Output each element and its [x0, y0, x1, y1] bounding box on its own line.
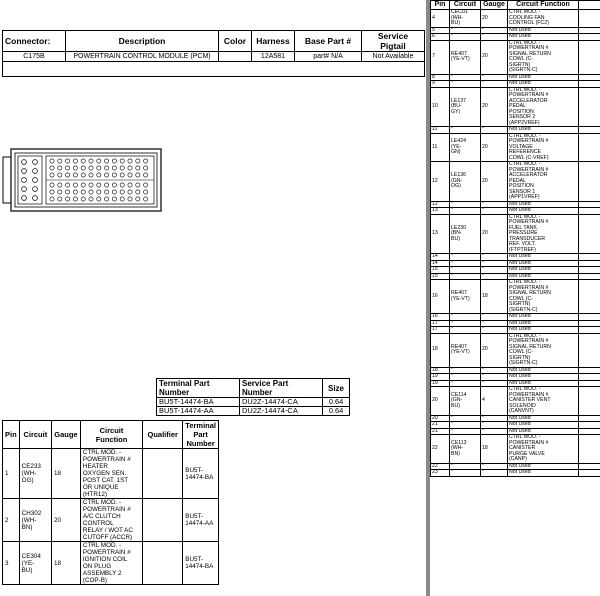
- wire-gauge: 18: [52, 449, 81, 499]
- connector-pin-socket: [128, 159, 132, 163]
- connector-pin-socket: [97, 190, 101, 194]
- connector-service-pigtail: Not Available: [362, 52, 425, 62]
- pin-row: [431, 133, 600, 162]
- circuit-function: Not Used: [508, 320, 579, 327]
- connector-pin-socket: [97, 183, 101, 187]
- connector-pin-socket: [58, 173, 62, 177]
- qualifier: [143, 449, 183, 499]
- connector-pin-socket: [144, 173, 148, 177]
- connector-pin-socket: [120, 190, 124, 194]
- circuit-id: RE407 (YE-VT): [450, 40, 481, 74]
- wire-gauge: *: [481, 320, 508, 327]
- qualifier-header: Qualifier: [143, 421, 183, 449]
- circuit-id: *: [450, 463, 481, 470]
- circuit-id: *: [450, 428, 481, 435]
- connector-pin-socket: [112, 190, 116, 194]
- pin-header: Pin: [431, 1, 450, 10]
- circuit-function: Not Used: [508, 415, 579, 422]
- pin-number: 5: [431, 27, 450, 34]
- connector-pin-socket: [58, 183, 62, 187]
- connector-pin-socket: [66, 190, 70, 194]
- pin-row: [431, 387, 600, 416]
- circuit-header: Circuit: [450, 1, 481, 10]
- wire-gauge: *: [481, 273, 508, 280]
- connector-pin-socket: [58, 190, 62, 194]
- wire-gauge: 18: [52, 542, 81, 585]
- circuit-function: CTRL MOD. - COOLING FAN CONTROL (FC2): [508, 10, 579, 28]
- connector-pin-socket: [58, 159, 62, 163]
- wire-gauge: *: [481, 314, 508, 321]
- circuit-function: Not Used: [508, 254, 579, 261]
- wire-gauge: *: [481, 27, 508, 34]
- circuit-id: *: [450, 208, 481, 215]
- connector-pin-socket: [120, 197, 124, 201]
- circuit-id: LE136 (GN- OG): [450, 162, 481, 202]
- pin-number: 6: [431, 34, 450, 41]
- connector-pin-socket: [73, 183, 77, 187]
- terminal-part-number-header: Terminal Part Number: [157, 379, 240, 398]
- circuit-function: Not Used: [508, 208, 579, 215]
- connector-pin-socket: [89, 173, 93, 177]
- connector-pin-socket: [66, 183, 70, 187]
- extra-cell: [579, 387, 600, 416]
- qualifier: [143, 499, 183, 542]
- connector-face-diagram: [2, 145, 162, 215]
- pin-number: 21: [431, 428, 450, 435]
- wire-gauge: *: [481, 267, 508, 274]
- pin-number: 7: [431, 40, 450, 74]
- circuit-id: *: [450, 470, 481, 477]
- circuit-id: LE230 (BN- BU): [450, 214, 481, 254]
- circuit-id: *: [450, 273, 481, 280]
- connector-pin-socket: [97, 173, 101, 177]
- circuit-function: CTRL MOD. - POWERTRAIN # ACCELERATOR PEDAL POSITION SENSOR 2 (APP2VREF): [508, 87, 579, 127]
- connector-pin-socket: [89, 190, 93, 194]
- wire-gauge: *: [481, 415, 508, 422]
- connector-pin-socket: [58, 166, 62, 170]
- pin-number: 11: [431, 133, 450, 162]
- pin-number: 14: [431, 260, 450, 267]
- connector-pin-socket: [120, 173, 124, 177]
- extra-cell: [579, 470, 600, 477]
- circuit-function: Not Used: [508, 367, 579, 374]
- pin-row: [431, 10, 600, 28]
- circuit-id: LE424 (YE- GN): [450, 133, 481, 162]
- circuit-function-header: Circuit Function: [508, 1, 579, 10]
- connector-pin-socket: [50, 190, 54, 194]
- wire-gauge: *: [481, 463, 508, 470]
- connector-pin-socket: [105, 159, 109, 163]
- pin-row: [3, 499, 219, 542]
- pin-number: 18: [431, 333, 450, 367]
- pin-row: [431, 470, 600, 477]
- circuit-function: Not Used: [508, 260, 579, 267]
- size-header: Size: [323, 379, 350, 398]
- connector-pin-socket: [73, 166, 77, 170]
- pin-row: [431, 162, 600, 202]
- extra-cell: [579, 435, 600, 464]
- connector-pin-socket: [136, 173, 140, 177]
- terminal-size: 0.64: [323, 398, 350, 407]
- terminal-part-number: BU5T- 14474-BA: [183, 542, 219, 585]
- circuit-id: CEC01 (WH- BU): [450, 10, 481, 28]
- pin-number: 9: [431, 81, 450, 88]
- circuit-id: CE114 (GN- BU): [450, 387, 481, 416]
- pin-number: 16: [431, 314, 450, 321]
- pin-row: [431, 40, 600, 74]
- pin-number: 12: [431, 201, 450, 208]
- circuit-id: CE233 (WH- OG): [19, 449, 51, 499]
- connector-pin-socket: [50, 159, 54, 163]
- circuit-function: CTRL MOD. - POWERTRAIN # SIGNAL RETURN COWL (C- SIGRTN) (SIGRTN-C): [508, 280, 579, 314]
- circuit-function: Not Used: [508, 327, 579, 334]
- circuit-function: CTRL MOD. - POWERTRAIN # CANISTER VENT SOLENOID (CANVNT): [508, 387, 579, 416]
- connector-pin-socket: [89, 183, 93, 187]
- circuit-function: CTRL MOD. - POWERTRAIN # CANISTER PURGE VALVE (CANP): [508, 435, 579, 464]
- connector-header: Connector:: [3, 31, 66, 52]
- pin-number: 15: [431, 267, 450, 274]
- service-pigtail-header: Service Pigtail: [362, 31, 425, 52]
- connector-pin-socket: [105, 190, 109, 194]
- circuit-id: *: [450, 27, 481, 34]
- connector-pin-socket: [58, 197, 62, 201]
- pin-table-header-row: [3, 421, 219, 449]
- pin-row: [3, 542, 219, 585]
- wire-gauge: 20: [481, 214, 508, 254]
- pin-row: [431, 214, 600, 254]
- connector-pin-socket: [50, 197, 54, 201]
- connector-pin-socket: [50, 166, 54, 170]
- pin-number: 10: [431, 87, 450, 127]
- pin-row: [431, 280, 600, 314]
- circuit-function: Not Used: [508, 34, 579, 41]
- pin-number: 17: [431, 320, 450, 327]
- circuit-function: Not Used: [508, 470, 579, 477]
- circuit-id: *: [450, 34, 481, 41]
- terminal-part-number: BU5T- 14474-BA: [183, 449, 219, 499]
- pin-number: 15: [431, 273, 450, 280]
- connector-pin-socket: [144, 166, 148, 170]
- qualifier: [143, 542, 183, 585]
- extra-cell: [579, 280, 600, 314]
- service-part-number: DU2Z-14474-CA: [240, 398, 323, 407]
- circuit-id: *: [450, 314, 481, 321]
- circuit-id: CH302 (WH- BN): [19, 499, 51, 542]
- terminal-size: 0.64: [323, 407, 350, 416]
- connector-pin-socket: [73, 190, 77, 194]
- connector-color: [219, 52, 252, 62]
- circuit-function: Not Used: [508, 314, 579, 321]
- color-header: Color: [219, 31, 252, 52]
- pin-header: Pin: [3, 421, 20, 449]
- wire-gauge: 20: [481, 133, 508, 162]
- right-document-page: [430, 0, 600, 596]
- circuit-id: *: [450, 374, 481, 381]
- connector-pin-socket: [144, 190, 148, 194]
- connector-pin-socket: [105, 166, 109, 170]
- extra-header: [579, 1, 600, 10]
- wire-gauge: 20: [481, 10, 508, 28]
- connector-pin-socket: [136, 159, 140, 163]
- circuit-function: CTRL MOD. - POWERTRAIN # IGNITION COIL ON PLUG ASSEMBLY 2 (COP-B): [80, 542, 142, 585]
- extra-cell: [579, 162, 600, 202]
- pin-number: 20: [431, 387, 450, 416]
- circuit-function: Not Used: [508, 74, 579, 81]
- circuit-function: Not Used: [508, 463, 579, 470]
- circuit-id: *: [450, 367, 481, 374]
- wire-gauge: *: [481, 327, 508, 334]
- circuit-function: CTRL MOD. - POWERTRAIN # ACCELERATOR PEDAL POSITION SENSOR 1 (APP1VREF): [508, 162, 579, 202]
- wire-gauge: 4: [481, 387, 508, 416]
- pin-number: 2: [3, 499, 20, 542]
- connector-pin-socket: [89, 166, 93, 170]
- connector-pin-socket: [66, 166, 70, 170]
- connector-description: POWERTRAIN CONTROL MODULE (PCM): [66, 52, 219, 62]
- connector-pin-socket: [97, 159, 101, 163]
- wire-gauge: 20: [481, 333, 508, 367]
- extra-cell: [579, 87, 600, 127]
- connector-pin-socket: [97, 197, 101, 201]
- blank-cell: [3, 62, 425, 77]
- circuit-function: Not Used: [508, 422, 579, 429]
- circuit-function: CTRL MOD. - POWERTRAIN # FUEL TANK PRESSURE TRANSDUCER REF. VOLT. (FTPTREF): [508, 214, 579, 254]
- wire-gauge: *: [481, 34, 508, 41]
- connector-pin-socket: [66, 159, 70, 163]
- pin-number: 16: [431, 280, 450, 314]
- connector-pin-socket: [50, 173, 54, 177]
- circuit-function: Not Used: [508, 273, 579, 280]
- service-part-number-header: Service Part Number: [240, 379, 323, 398]
- connector-pin-socket: [50, 183, 54, 187]
- circuit-id: CE304 (YE- BU): [19, 542, 51, 585]
- connector-pin-socket: [120, 166, 124, 170]
- connector-pin-socket: [136, 197, 140, 201]
- extra-cell: [579, 10, 600, 28]
- wire-gauge: 20: [481, 87, 508, 127]
- circuit-function: Not Used: [508, 428, 579, 435]
- extra-cell: [579, 40, 600, 74]
- circuit-id: RE407 (YE-VT): [450, 333, 481, 367]
- circuit-id: *: [450, 127, 481, 134]
- pin-table-left: [2, 420, 219, 585]
- circuit-function: CTRL MOD. - POWERTRAIN # SIGNAL RETURN COWL (C- SIGRTN) (SIGRTN-C): [508, 40, 579, 74]
- service-part-number: DU2Z-14474-CA: [240, 407, 323, 416]
- wire-gauge: *: [481, 201, 508, 208]
- connector-pin-socket: [112, 183, 116, 187]
- connector-pin-socket: [97, 166, 101, 170]
- wire-gauge: *: [481, 127, 508, 134]
- connector-pin-socket: [81, 183, 85, 187]
- circuit-id: *: [450, 74, 481, 81]
- circuit-function: CTRL MOD. - POWERTRAIN # VOLTAGE REFERENCE COWL (C-VREF): [508, 133, 579, 162]
- terminal-part-number: BU5T- 14474-AA: [183, 499, 219, 542]
- pin-row: [431, 87, 600, 127]
- terminal-table-header-row: [157, 379, 350, 398]
- pin-row: [431, 435, 600, 464]
- pin-number: 11: [431, 127, 450, 134]
- pin-number: 22: [431, 463, 450, 470]
- terminal-part-number: BU5T-14474-AA: [157, 407, 240, 416]
- connector-pin-socket: [128, 166, 132, 170]
- connector-pin-socket: [89, 197, 93, 201]
- pin-number: 21: [431, 422, 450, 429]
- gauge-header: Gauge: [481, 1, 508, 10]
- connector-pin-socket: [81, 159, 85, 163]
- pin-number: 12: [431, 162, 450, 202]
- pin-number: 23: [431, 470, 450, 477]
- terminal-part-table: [156, 378, 350, 416]
- connector-pin-socket: [136, 166, 140, 170]
- wire-gauge: 18: [481, 280, 508, 314]
- connector-pin-socket: [144, 197, 148, 201]
- gauge-header: Gauge: [52, 421, 81, 449]
- pin-number: 22: [431, 435, 450, 464]
- wire-gauge: *: [481, 260, 508, 267]
- circuit-id: *: [450, 327, 481, 334]
- terminal-row: [157, 407, 350, 416]
- connector-pin-socket: [105, 197, 109, 201]
- connector-pin-socket: [112, 159, 116, 163]
- description-header: Description: [66, 31, 219, 52]
- connector-pin-socket: [81, 197, 85, 201]
- wire-gauge: *: [481, 74, 508, 81]
- pin-number: 3: [3, 542, 20, 585]
- connector-pin-socket: [112, 166, 116, 170]
- connector-pin-socket: [112, 173, 116, 177]
- connector-harness: 12A581: [252, 52, 295, 62]
- wire-gauge: 18: [481, 435, 508, 464]
- circuit-id: *: [450, 320, 481, 327]
- wire-gauge: 20: [481, 40, 508, 74]
- extra-cell: [579, 333, 600, 367]
- wire-gauge: *: [481, 208, 508, 215]
- extra-cell: [579, 214, 600, 254]
- circuit-id: RE407 (YE-VT): [450, 280, 481, 314]
- connector-pin-socket: [144, 159, 148, 163]
- circuit-function: CTRL MOD. - POWERTRAIN # SIGNAL RETURN COWL (C- SIGRTN) (SIGRTN-C): [508, 333, 579, 367]
- wire-gauge: *: [481, 470, 508, 477]
- connector-row: [3, 52, 425, 62]
- connector-pin-socket: [128, 190, 132, 194]
- circuit-id: *: [450, 267, 481, 274]
- pin-number: 14: [431, 254, 450, 261]
- pin-number: 19: [431, 380, 450, 387]
- pin-number: 13: [431, 214, 450, 254]
- connector-pin-socket: [73, 197, 77, 201]
- wire-gauge: *: [481, 380, 508, 387]
- connector-pin-socket: [128, 173, 132, 177]
- connector-pin-socket: [105, 173, 109, 177]
- circuit-id: CE113 (WH- BN): [450, 435, 481, 464]
- circuit-function: CTRL MOD. - POWERTRAIN # A/C CLUTCH CONTROL RELAY / WOT AC CUTOFF (ACCR): [80, 499, 142, 542]
- connector-pin-socket: [128, 197, 132, 201]
- pin-row: [3, 449, 219, 499]
- connector-pin-socket: [112, 197, 116, 201]
- connector-info-table: [2, 30, 425, 77]
- circuit-id: *: [450, 201, 481, 208]
- connector-table-header-row: [3, 31, 425, 52]
- wire-gauge: *: [481, 428, 508, 435]
- pin-number: 8: [431, 74, 450, 81]
- connector-pin-socket: [81, 173, 85, 177]
- connector-blank-row: [3, 62, 425, 77]
- connector-pin-socket: [81, 190, 85, 194]
- harness-header: Harness: [252, 31, 295, 52]
- connector-pin-socket: [73, 173, 77, 177]
- extra-cell: [579, 133, 600, 162]
- wire-gauge: *: [481, 367, 508, 374]
- circuit-function: Not Used: [508, 201, 579, 208]
- circuit-id: *: [450, 380, 481, 387]
- wire-gauge: *: [481, 422, 508, 429]
- circuit-id: *: [450, 422, 481, 429]
- circuit-function: Not Used: [508, 267, 579, 274]
- circuit-function: Not Used: [508, 27, 579, 34]
- circuit-function: Not Used: [508, 380, 579, 387]
- pin-number: 1: [3, 449, 20, 499]
- base-part-header: Base Part #: [295, 31, 362, 52]
- pin-number: 13: [431, 208, 450, 215]
- connector-pin-socket: [136, 190, 140, 194]
- pin-number: 4: [431, 10, 450, 28]
- terminal-part-number-header: Terminal Part Number: [183, 421, 219, 449]
- circuit-id: *: [450, 81, 481, 88]
- wire-gauge: *: [481, 254, 508, 261]
- circuit-function: Not Used: [508, 127, 579, 134]
- circuit-id: *: [450, 254, 481, 261]
- pin-number: 17: [431, 327, 450, 334]
- pin-number: 18: [431, 367, 450, 374]
- circuit-function: Not Used: [508, 81, 579, 88]
- circuit-function-header: Circuit Function: [80, 421, 142, 449]
- pin-row: [431, 333, 600, 367]
- circuit-id: LE137 (BU- GY): [450, 87, 481, 127]
- wire-gauge: *: [481, 374, 508, 381]
- connector-base-part: part# N/A: [295, 52, 362, 62]
- connector-pin-socket: [144, 183, 148, 187]
- connector-pin-socket: [73, 159, 77, 163]
- connector-pin-socket: [120, 183, 124, 187]
- pin-number: 19: [431, 374, 450, 381]
- connector-id: C175B: [3, 52, 66, 62]
- terminal-part-number: BU5T-14474-BA: [157, 398, 240, 407]
- circuit-function: CTRL MOD. - POWERTRAIN # HEATER OXYGEN SEN. POST CAT. 1ST OR UNIQUE (HTR12): [80, 449, 142, 499]
- circuit-id: *: [450, 260, 481, 267]
- connector-pin-socket: [66, 197, 70, 201]
- connector-pin-socket: [120, 159, 124, 163]
- circuit-id: *: [450, 415, 481, 422]
- wire-gauge: *: [481, 81, 508, 88]
- connector-pin-socket: [136, 183, 140, 187]
- connector-pin-socket: [66, 173, 70, 177]
- circuit-header: Circuit: [19, 421, 51, 449]
- wire-gauge: 20: [481, 162, 508, 202]
- connector-pin-socket: [81, 166, 85, 170]
- connector-pin-socket: [128, 183, 132, 187]
- pin-number: 20: [431, 415, 450, 422]
- connector-pin-socket: [105, 183, 109, 187]
- connector-pin-socket: [89, 159, 93, 163]
- wire-gauge: 20: [52, 499, 81, 542]
- circuit-function: Not Used: [508, 374, 579, 381]
- pin-table-right: [430, 0, 600, 477]
